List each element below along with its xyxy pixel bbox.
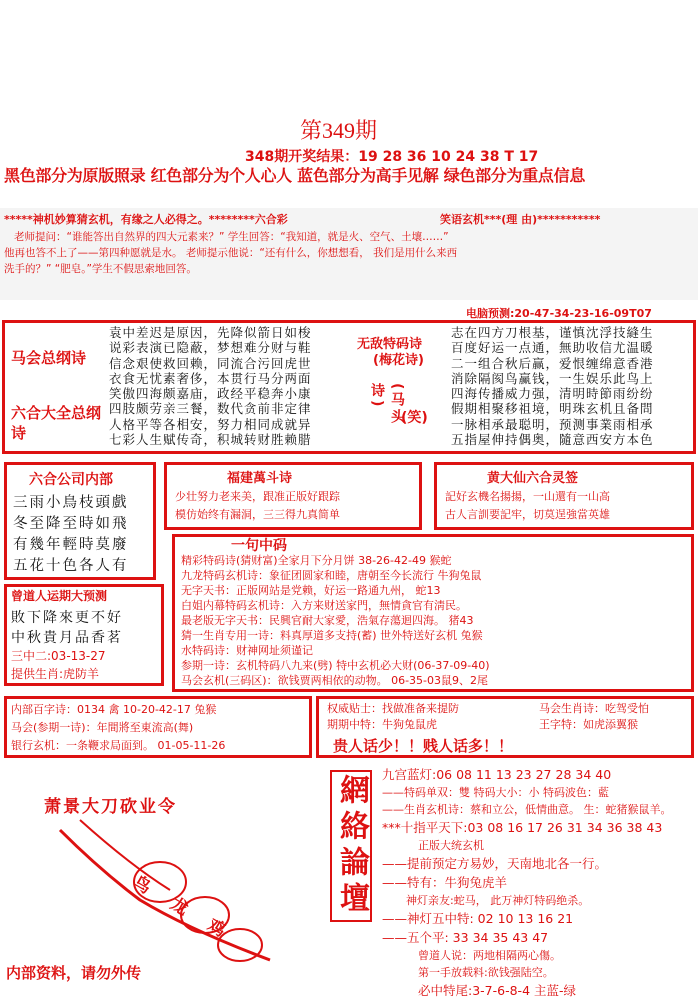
tongdao-provider: 提供生肖:虎防羊 [11, 667, 100, 681]
company-box [4, 462, 156, 580]
jiuzhong-row: 水特码诗：财神网址须谨记 [181, 644, 313, 657]
jiuzhong-title: 一句中码 [231, 538, 287, 554]
jiuzhong-row: 白姐内幕特码玄机诗：入方来财送家門，無情貪官有淸民。 [181, 599, 467, 612]
forum-row: ——提前预定方易妙，天南地北各一行。 [382, 856, 608, 871]
forum-row: ——生肖玄机诗：蔡和立公，低情曲意。 生：蛇猪猴鼠羊。 [382, 803, 672, 816]
company-line: 有幾年輕時莫廢 [13, 537, 129, 553]
company-lines [13, 493, 129, 577]
wong-line: 古人言訓要記牢，切莫逞強當英雄 [445, 508, 610, 521]
riddle-line-3: 洗手的？” “肥皂。”学生不假思索地回答。 [4, 263, 197, 275]
jiuzhong-rows [181, 553, 689, 688]
inner-line-1: 内部百字诗：0134 禽 10-20-42-17 兔猴 [11, 703, 217, 716]
forum-row: 必中特尾:3-7-6-8-4 主蓝-绿 [418, 983, 577, 998]
forum-row: 九宫蓝灯:06 08 11 13 23 27 28 34 40 [382, 767, 612, 782]
company-title: 六合公司内部 [29, 472, 113, 488]
riddle-head-left: *****神机妙算猜玄机，有缘之人必得之。********六合彩 [4, 213, 288, 226]
tip-slogan: 贵人话少！！贱人话多！！ [333, 737, 514, 755]
poem-line: 百度好运一点通，無助收信尤温暖 [451, 340, 654, 356]
poem-line: 假期相聚移祖境，明珠玄机且备問 [451, 401, 654, 417]
wong-box [434, 462, 694, 530]
poem-mid-subtitle: (梅花诗) [373, 353, 424, 368]
previous-result: 348期开奖结果：19 28 36 10 24 38 T 17 [245, 149, 539, 165]
poem-line: 袁中差迟是原因，先降似箭日如梭 [109, 325, 312, 340]
poem-line: 人格平等各相安，努力相同成就异 [109, 416, 312, 432]
poem-mid-title: 无敌特码诗 [357, 337, 423, 352]
tongdao-box [4, 584, 164, 686]
forum-row: ——五个平: 33 34 35 43 47 [382, 930, 549, 945]
riddle-line-1: 老师提问：“谁能答出自然界的四大元素来？” 学生回答：“我知道，就是火、空气、土壤……” [14, 231, 449, 243]
wong-title: 黄大仙六合灵签 [487, 471, 579, 486]
sword-swirl-text: 鸟龙鸡 [129, 872, 252, 955]
poem-line: 笑傲四海颇嘉庙，政经平稳奔小康 [109, 386, 312, 402]
jiuzhong-row: 九龙特码玄机诗：象征团圆家和睦，唐朝至今长流行 牛狗兔鼠 [181, 569, 482, 582]
jiuzhong-row: 马会玄机(三码区)：欲钱贾两相依的动物。 06-35-03鼠9、2尾 [181, 674, 489, 687]
poem-line: 志在四方刀根基，谨慎沈浮技縫生 [451, 325, 654, 340]
company-line: 五花十色各人有 [13, 558, 129, 574]
inner-line-3: 银行玄机：一条鞭求局面到。 01-05-11-26 [11, 739, 226, 752]
forum-vertical-title: 網絡論壇 [330, 770, 372, 922]
poem-line: 一脉相承最聪明，预测事業雨相承 [451, 416, 654, 432]
tongdao-title: 曾道人运期大预测 [11, 589, 108, 603]
poem-line: 七彩人生赋传奇，积城转财胜赖腊 [109, 432, 312, 448]
issue-number: 第349期 [300, 118, 378, 143]
poem-mid-xiao: (笑) [401, 410, 428, 426]
forum-row: 神灯亲友:蛇马， 此万神灯特码绝杀。 [406, 894, 590, 907]
tip-zhongte: 期期中特：牛狗兔鼠虎 [327, 718, 437, 731]
inner-box [4, 696, 312, 758]
tip-authority: 权威贴士：找做准备来提防 [327, 702, 459, 715]
company-line: 冬至降至時如飛 [13, 516, 129, 532]
tongdao-line: 敗下降來更不好 [11, 610, 123, 626]
poem-line: 二一组合秋后赢，爱恨缠绵意香港 [451, 355, 654, 371]
company-line: 三雨小鳥枝頭戲 [13, 495, 129, 511]
forum-row: ***十指平天下:03 08 16 17 26 31 34 36 38 43 [382, 820, 663, 835]
jiuzhong-row: 精彩特码诗(猜财富)全家月下分月饼 38-26-42-49 猴蛇 [181, 554, 452, 567]
jiuzhong-box [172, 534, 694, 692]
fujian-line: 少壮努力老来美，跟准正版好跟踪 [175, 490, 340, 503]
tips-box [316, 696, 694, 758]
forum-row: 第一手放载料:欲钱强陆空。 [418, 966, 554, 979]
fujian-line: 模仿始终有漏洞，三三得九真简单 [175, 508, 340, 521]
riddle-head-right: 笑语玄机***(理 由)*********** [440, 213, 601, 226]
forum-row: 曾道人说：两地相隔两心傷。 [418, 949, 561, 962]
tongdao-sanzhonger: 三中二:03-13-27 [11, 649, 106, 663]
poems-box [2, 320, 696, 454]
riddle-panel [0, 208, 698, 300]
jiuzhong-row: 无字天书：正版网站是党赖，好运一路通九州， 蛇13 [181, 584, 441, 597]
forum-rows [382, 766, 694, 999]
poem-line: 衣食无忧素奢侈，本贯行马分两面 [109, 370, 312, 386]
tip-wanglai: 王字特：如虎添翼猴 [539, 718, 638, 731]
jiuzhong-row: 参期一诗：玄机特码八九来(劈) 特中玄机必大财(06-37-09-40) [181, 659, 490, 672]
riddle-line-2: 他再也答不上了——第四种愿就是水。 老师提示他说：“还有什么，你想想看， 我们是用什么来西 [4, 247, 458, 259]
forum-row: ——特有：牛狗兔虎羊 [382, 875, 508, 890]
poem-right-column [451, 325, 654, 447]
fujian-box [164, 462, 422, 530]
bottom-left-title: 萧景大刀砍业令 [44, 797, 177, 817]
tip-shengxiao: 马会生肖诗：吃驾受怕 [539, 702, 649, 715]
fujian-title: 福建萬斗诗 [227, 471, 293, 486]
poem-line: 四海传播威力强，清明時節雨纷纷 [451, 386, 654, 402]
poem-label-mahui: 马会总纲诗 [11, 349, 87, 367]
poem-line: 五指屋伸持偶奥，隨意西安方本色 [451, 432, 654, 448]
wong-line: 記好玄機名揚揚，一山還有一山高 [445, 490, 610, 503]
poem-line: 消除隔阂鸟赢钱，一生娱乐此鸟上 [451, 370, 654, 386]
poem-label-liuhe: 六合大全总纲诗 [11, 404, 102, 442]
jiuzhong-row: 最老版无字天书：民興官耐大家愛，浩氣存蕩迴四海。 猪43 [181, 614, 474, 627]
poem-line: 说彩表演已隐蔽，梦想难分财与鞋 [109, 340, 312, 356]
tongdao-line: 中秋貴月品香茗 [11, 630, 123, 646]
jiuzhong-row: 猜一生肖专用一诗：料真厚道多支持(蓄) 世外特送好玄机 兔猴 [181, 629, 483, 642]
computer-forecast: 电脑预测:20-47-34-23-16-09T07 [466, 307, 652, 320]
forum-row: ——神灯五中特: 02 10 13 16 21 [382, 911, 574, 926]
poem-line: 信念艰使救回赖，同流合污回虎世 [109, 355, 312, 371]
forum-row: 正版大统玄机 [418, 839, 484, 852]
forum-row: ——特码单双：雙 特码大小：小 特码波色：藍 [382, 786, 609, 799]
poem-mid-vertical: (马头诗) [369, 383, 405, 427]
inner-line-2: 马会(参期一诗)：年間將至東流高(舞) [11, 721, 194, 734]
bottom-left-footer: 内部资料，请勿外传 [6, 964, 142, 982]
poem-line: 四肢颇劳亲三餐，数代贪前非定律 [109, 401, 312, 417]
color-legend: 黑色部分为原版照录 红色部分为个人心人 蓝色部分为高手见解 绿色部分为重点信息 [4, 166, 586, 185]
poem-left-column [109, 325, 312, 447]
